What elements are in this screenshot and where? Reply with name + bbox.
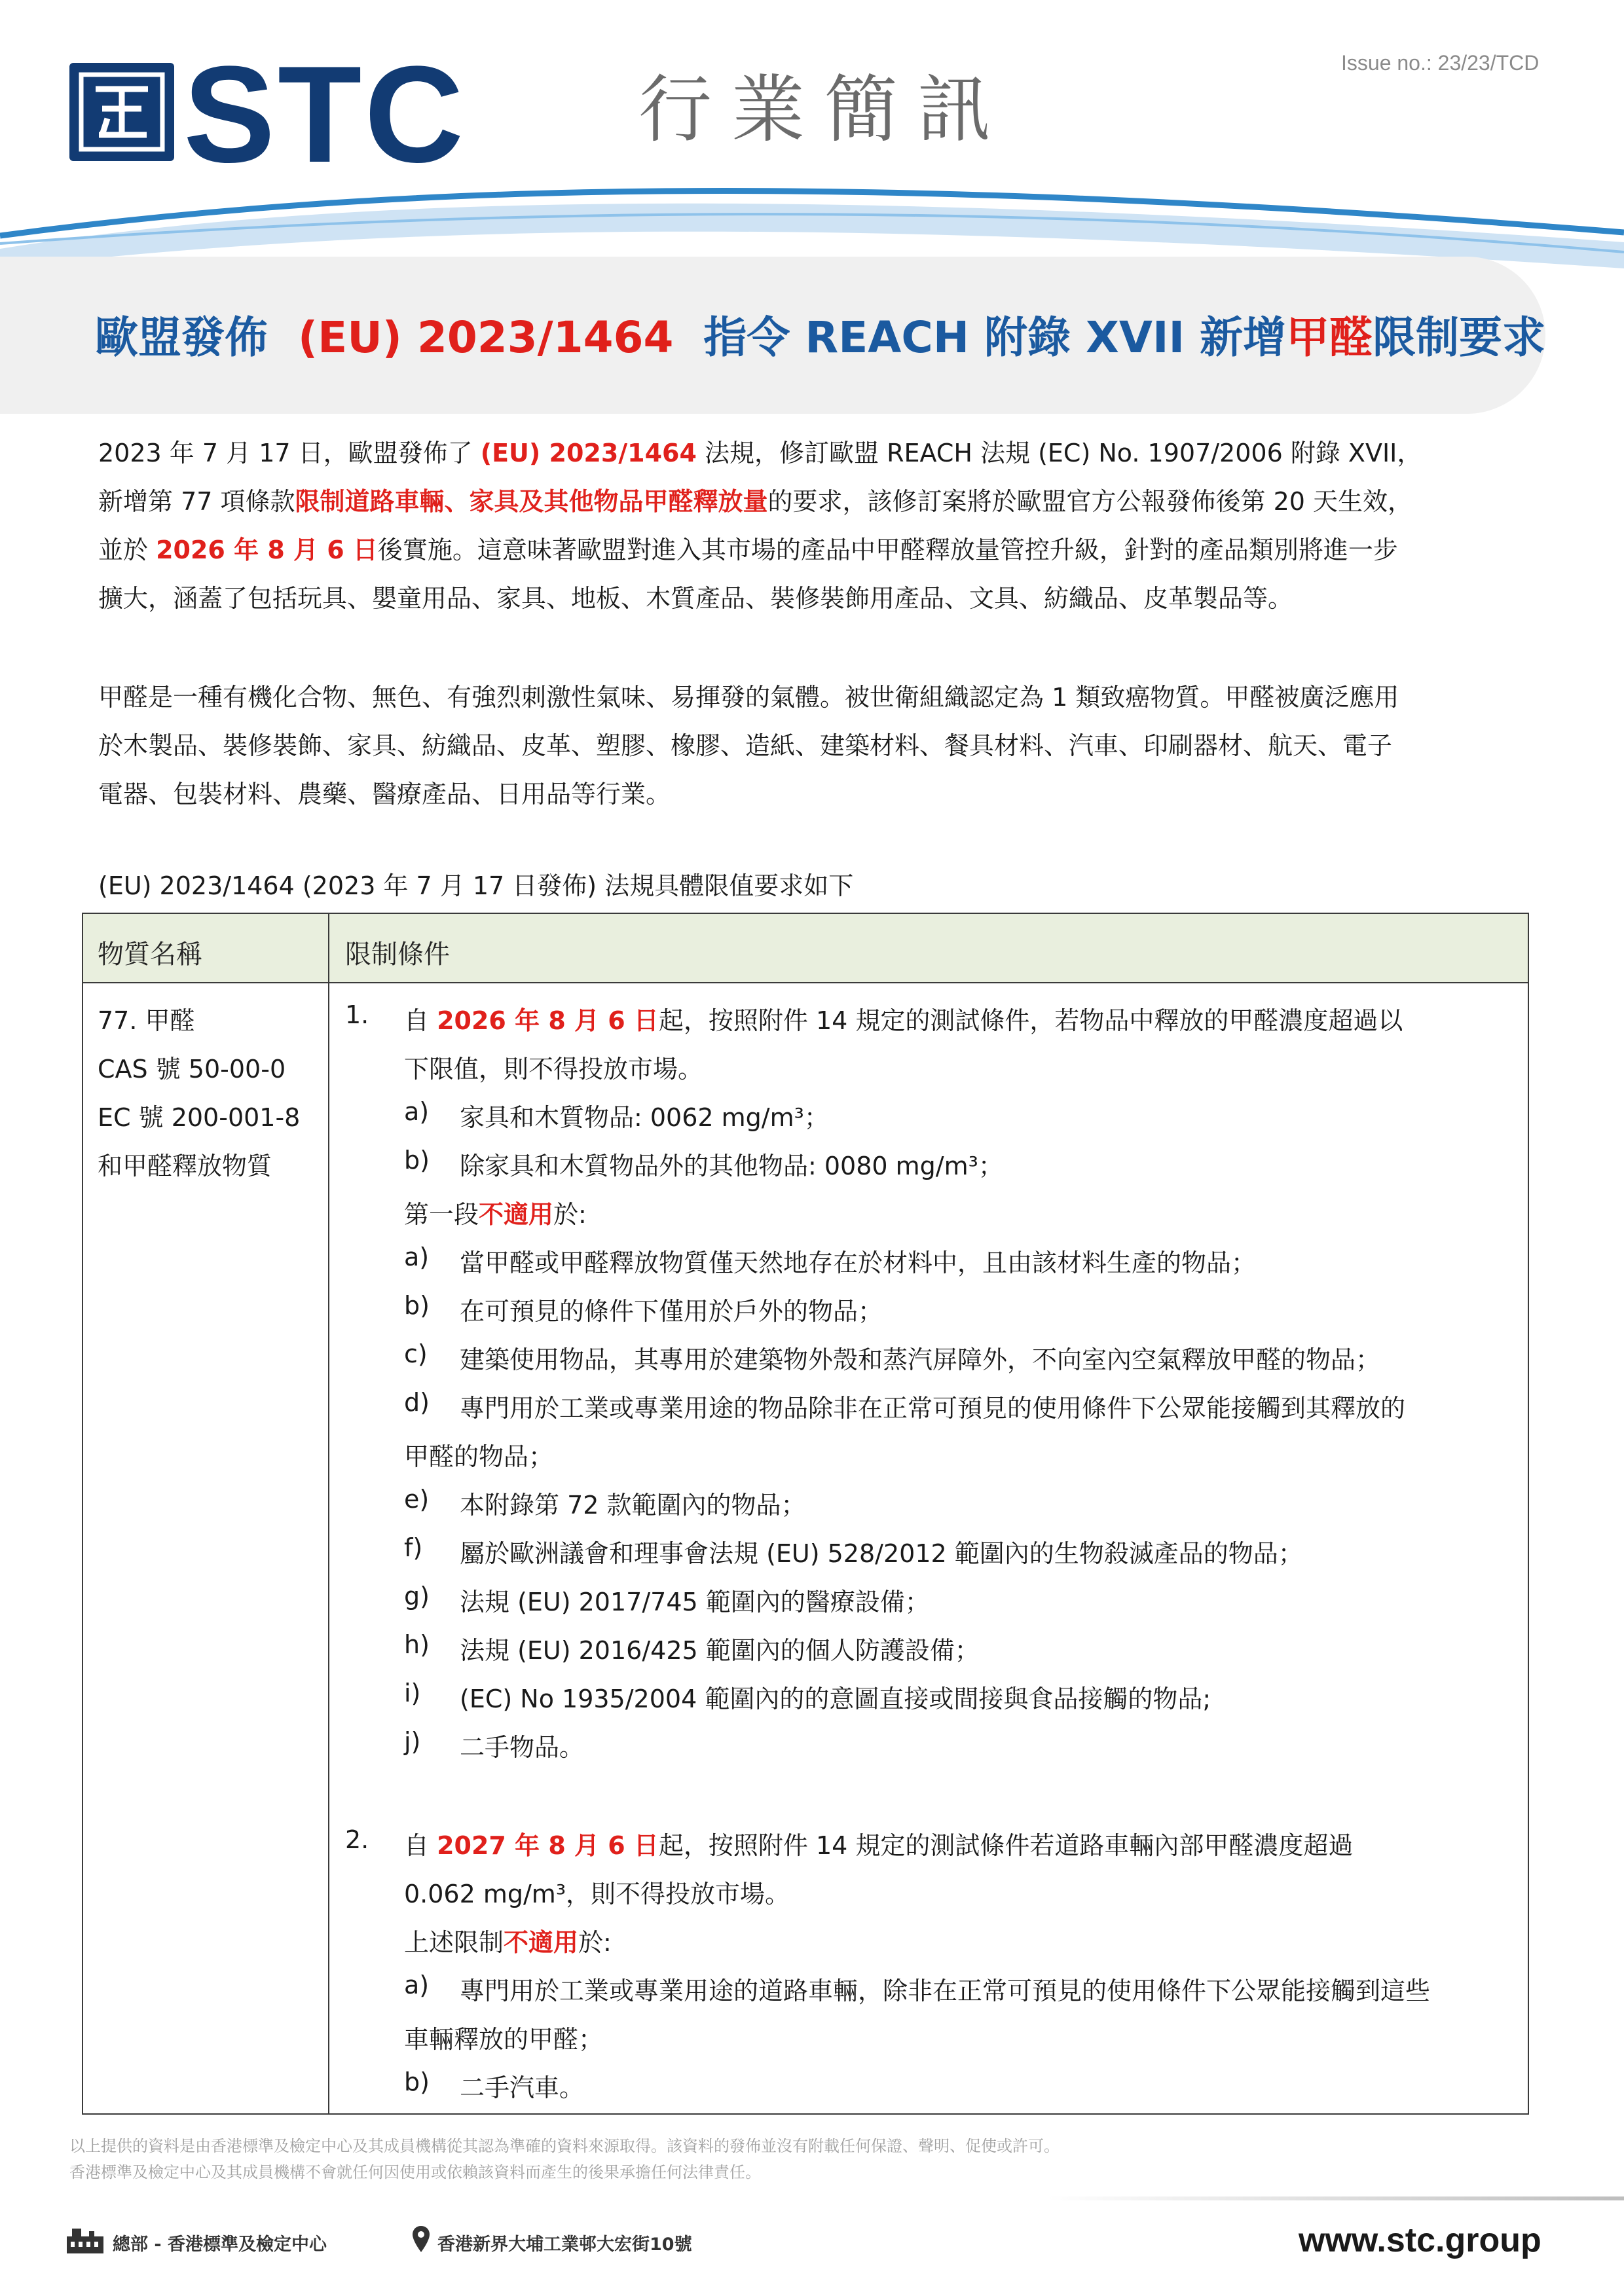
title-part-5: 限制要求 [1373,312,1546,363]
exemption-item: 當甲醛或甲醛釋放物質僅天然地存在於材料中，且由該材料生產的物品； [460,1248,1257,1277]
background-paragraph [98,673,1532,818]
condition-text: 起，按照附件 14 規定的測試條件若道路車輛內部甲醛濃度超過 [658,1831,1354,1860]
headquarters-label: 總部 - 香港標準及檢定中心 [113,2234,327,2255]
disclaimer-line: 香港標準及檢定中心及其成員機構不會就任何因使用或依賴該資料而產生的後果承擔任何法律責任。 [69,2163,761,2181]
website-link[interactable]: www.stc.group [1299,2221,1541,2259]
exemption-key: c) [404,1339,428,1368]
newsletter-title: 行業簡訊 [638,67,1010,153]
table-header-row [83,914,1528,983]
exemption-item-continued: 車輛釋放的甲醛； [404,2025,604,2054]
condition-text: 自 [404,1006,430,1035]
exemption-item: 建築使用物品，其專用於建築物外殼和蒸汽屏障外，不向室內空氣釋放甲醛的物品； [460,1345,1381,1374]
exemption-item: 法規 (EU) 2017/745 範圍內的醫療設備； [460,1588,930,1616]
not-applicable-highlight: 不適用 [479,1200,554,1229]
exemption-item: 本附錄第 72 款範圍內的物品； [460,1491,806,1520]
condition-number: 1. [345,1000,369,1029]
intro-paragraph [98,429,1532,623]
exemption-text: 第一段 [404,1200,479,1229]
substance-line: CAS 號 50-00-0 [98,1055,286,1084]
intro-text: 擴大，涵蓋了包括玩具、嬰童用品、家具、地板、木質產品、裝修裝飾用產品、文具、紡織品、皮革製品等。 [98,584,1293,613]
exemption-item: 專門用於工業或專業用途的道路車輛，除非在正常可預見的使用條件下公眾能接觸到這些 [460,1977,1431,2005]
exemption-key: d) [404,1388,430,1417]
background-text: 甲醛是一種有機化合物、無色、有強烈刺激性氣味、易揮發的氣體。被世衛組織認定為 1 類致癌物質。甲醛被廣泛應用 [98,683,1399,712]
title-highlight: 甲醛 [1286,312,1373,363]
exemption-item: 在可預見的條件下僅用於戶外的物品； [460,1297,883,1326]
item-key: b) [404,1146,430,1175]
exemption-key: i) [404,1679,421,1707]
exemption-key: g) [404,1582,430,1611]
condition-date: 2027 年 8 月 6 日 [437,1831,659,1860]
condition-date: 2026 年 8 月 6 日 [437,1006,659,1035]
title-part-1: 歐盟發佈 [95,312,268,363]
address-label: 香港新界大埔工業邨大宏街10號 [437,2234,692,2255]
stc-logo-emblem [69,63,174,161]
condition-text: 自 [404,1831,430,1860]
intro-text: 2023 年 7 月 17 日，歐盟發佈了 [98,439,473,467]
intro-text: 並於 [98,536,149,564]
exemption-item: 二手汽車。 [460,2073,585,2102]
exemption-key: b) [404,2068,430,2096]
intro-text: 後實施。這意味著歐盟對進入其市場的產品中甲醛釋放量管控升級，針對的產品類別將進一步 [377,536,1398,564]
intro-text: 法規，修訂歐盟 REACH 法規 (EC) No. 1907/2006 附錄 XVII， [705,439,1422,467]
exemption-key: j) [404,1727,421,1756]
exemption-key: a) [404,1243,430,1271]
logo-emblem-icon [69,63,174,161]
background-text: 電器、包裝材料、農藥、醫療產品、日用品等行業。 [98,780,671,809]
table-intro: (EU) 2023/1464 (2023 年 7 月 17 日發佈) 法規具體限值要求如下 [98,871,854,900]
header-substance: 物質名稱 [98,939,202,970]
substance-line: 和甲醛釋放物質 [98,1152,272,1180]
scope-highlight: 限制道路車輛、家具及其他物品甲醛釋放量 [295,487,768,516]
condition-1-line: 下限值，則不得投放市場。 [404,1055,703,1084]
intro-text: 新增第 77 項條款 [98,487,295,516]
exemption-text: 於: [553,1200,587,1229]
exemption-text: 上述限制 [404,1928,504,1957]
exemption-key: h) [404,1630,430,1659]
regulation-highlight: (EU) 2023/1464 [480,439,697,467]
item-text: 家具和木質物品: 0062 mg/m³； [460,1103,829,1132]
footer-gradient-rule [1048,2196,1624,2200]
exemption-heading [404,1922,612,1958]
location-pin-icon [411,2225,431,2253]
item-key: a) [404,1097,430,1126]
date-highlight: 2026 年 8 月 6 日 [156,536,378,564]
exemption-key: b) [404,1291,430,1320]
exemption-key: e) [404,1485,430,1514]
condition-2-line [404,1825,1353,1861]
exemption-item: 專門用於工業或專業用途的物品除非在正常可預見的使用條件下公眾能接觸到其釋放的 [460,1394,1406,1423]
exemption-item-continued: 甲醛的物品； [404,1442,554,1471]
title-part-3: 指令 REACH 附錄 XVII 新增 [703,312,1287,363]
exemption-key: a) [404,1971,430,1999]
exemption-key: f) [404,1533,423,1562]
building-icon [65,2226,105,2255]
exemption-item: (EC) No 1935/2004 範圍內的的意圖直接或間接與食品接觸的物品; [460,1685,1211,1713]
column-divider [328,914,329,2113]
title-regulation: (EU) 2023/1464 [297,312,674,363]
substance-line: 77. 甲醛 [98,1006,195,1035]
background-text: 於木製品、裝修裝飾、家具、紡織品、皮革、塑膠、橡膠、造紙、建築材料、餐具材料、汽車、印刷器材、航天、電子 [98,731,1393,760]
item-text: 除家具和木質物品外的其他物品: 0080 mg/m³； [460,1152,1003,1180]
exemption-text: 於: [578,1928,612,1957]
stc-logo-text: STC [183,37,466,191]
header-conditions: 限制條件 [345,939,450,970]
exemption-item: 法規 (EU) 2016/425 範圍內的個人防護設備； [460,1636,980,1665]
exemption-item: 屬於歐洲議會和理事會法規 (EU) 528/2012 範圍內的生物殺滅產品的物品； [460,1539,1303,1568]
condition-1-line [404,1000,1403,1036]
condition-number: 2. [345,1825,369,1854]
exemption-heading [404,1194,587,1230]
condition-2-line: 0.062 mg/m³，則不得投放市場。 [404,1880,790,1908]
substance-line: EC 號 200-001-8 [98,1103,301,1132]
intro-text: 的要求，該修訂案將於歐盟官方公報發佈後第 20 天生效， [767,487,1413,516]
disclaimer-line: 以上提供的資料是由香港標準及檢定中心及其成員機構從其認為準確的資料來源取得。該資料的發佈並沒有附載任何保證、聲明、促使或許可。 [69,2137,1060,2155]
not-applicable-highlight: 不適用 [504,1928,579,1957]
issue-number: Issue no.: 23/23/TCD [1341,51,1540,75]
exemption-item: 二手物品。 [460,1733,585,1762]
limits-table [82,913,1529,2115]
document-title [95,302,1545,365]
condition-text: 起，按照附件 14 規定的測試條件，若物品中釋放的甲醛濃度超過以 [658,1006,1403,1035]
